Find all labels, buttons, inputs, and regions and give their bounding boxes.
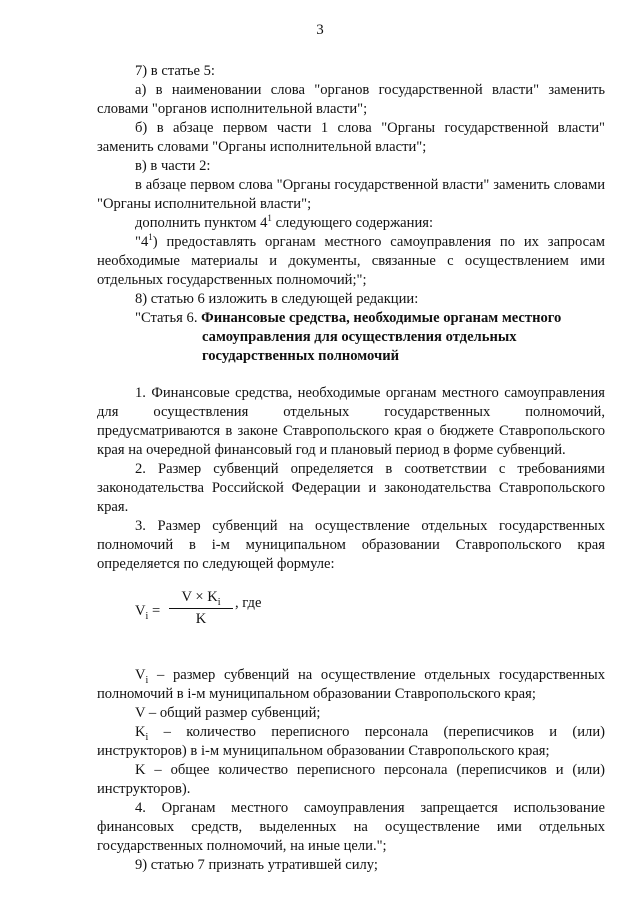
add-point-text: дополнить пунктом 4	[135, 215, 268, 231]
point-4-1-text: ) предоставлять органам местного самоуправления по их запросам необходимые материалы и документы, связанные с осуществлением ими отдельных государственных полномочий;";	[97, 234, 605, 288]
item-7c-para1: в абзаце первом слова "Органы государственной власти" заменить словами "Органы исполнительной власти";	[97, 177, 605, 212]
formula-where: , где	[235, 595, 262, 611]
item-7: 7) в статье 5:	[135, 63, 215, 79]
article-part-4: 4. Органам местного самоуправления запрещается использование финансовых средств, выделенных на осуществление ими отдельных государственных полномочий, на иные цели.";	[97, 800, 605, 854]
add-point-text-end: следующего содержания:	[271, 215, 434, 231]
document-body	[97, 62, 605, 875]
formula-numerator: $V \times K_i$	[169, 588, 233, 609]
point-4-1	[97, 233, 605, 290]
definition-ki: $K_i$ – количество переписного персонала (переписчиков и (или) инструкторов) в i-м муниципальном образовании Ставропольского края;	[97, 724, 605, 759]
article-part-1: 1. Финансовые средства, необходимые органам местного самоуправления для осуществления отдельных государственных полномочий, предусматриваются в законе Ставропольского края о бюджете Ставропольского края на очередной финансовый год и плановый период в форме субвенций.	[97, 385, 605, 458]
point-4-1-start: "4	[135, 234, 149, 250]
article-title-rest: самоуправления для осуществления отдельных государственных полномочий	[202, 329, 517, 364]
definition-k: K – общее количество переписного персонала (переписчиков и (или) инструкторов).	[97, 762, 605, 797]
formula-lhs: $V_i$ =	[135, 603, 161, 622]
item-7a: а) в наименовании слова "органов государственной власти" заменить словами "органов исполнительной власти";	[97, 82, 605, 117]
article-part-3: 3. Размер субвенций на осуществление отдельных государственных полномочий в i-м муниципальном образовании Ставропольского края определяется по следующей формуле:	[97, 518, 605, 572]
article-heading	[97, 309, 605, 328]
point-4-1-sup: 1	[148, 232, 153, 243]
formula-denominator: K	[195, 611, 207, 627]
item-7c-add-point	[97, 214, 605, 233]
definition-vi: $V_i$ – размер субвенций на осуществление отдельных государственных полномочий в i-м муниципальном образовании Ставропольского края;	[97, 667, 605, 702]
item-8: 8) статью 6 изложить в следующей редакции:	[135, 291, 419, 307]
item-7c: в) в части 2:	[135, 158, 211, 174]
item-9: 9) статью 7 признать утратившей силу;	[135, 857, 378, 873]
page-number: 3	[316, 22, 324, 38]
definition-v: V – общий размер субвенций;	[135, 705, 321, 721]
article-part-2: 2. Размер субвенций определяется в соответствии с требованиями законодательства Российской Федерации и законодательства Ставропольского края.	[97, 461, 605, 515]
item-7b: б) в абзаце первом части 1 слова "Органы государственной власти" заменить словами "Органы исполнительной власти";	[97, 120, 605, 155]
subvention-formula	[135, 588, 605, 636]
article-title-line1: Финансовые средства, необходимые органам местного	[201, 310, 562, 326]
formula-fraction	[169, 588, 233, 629]
article-prefix: "Статья 6.	[135, 310, 202, 326]
add-point-sup: 1	[267, 213, 272, 224]
